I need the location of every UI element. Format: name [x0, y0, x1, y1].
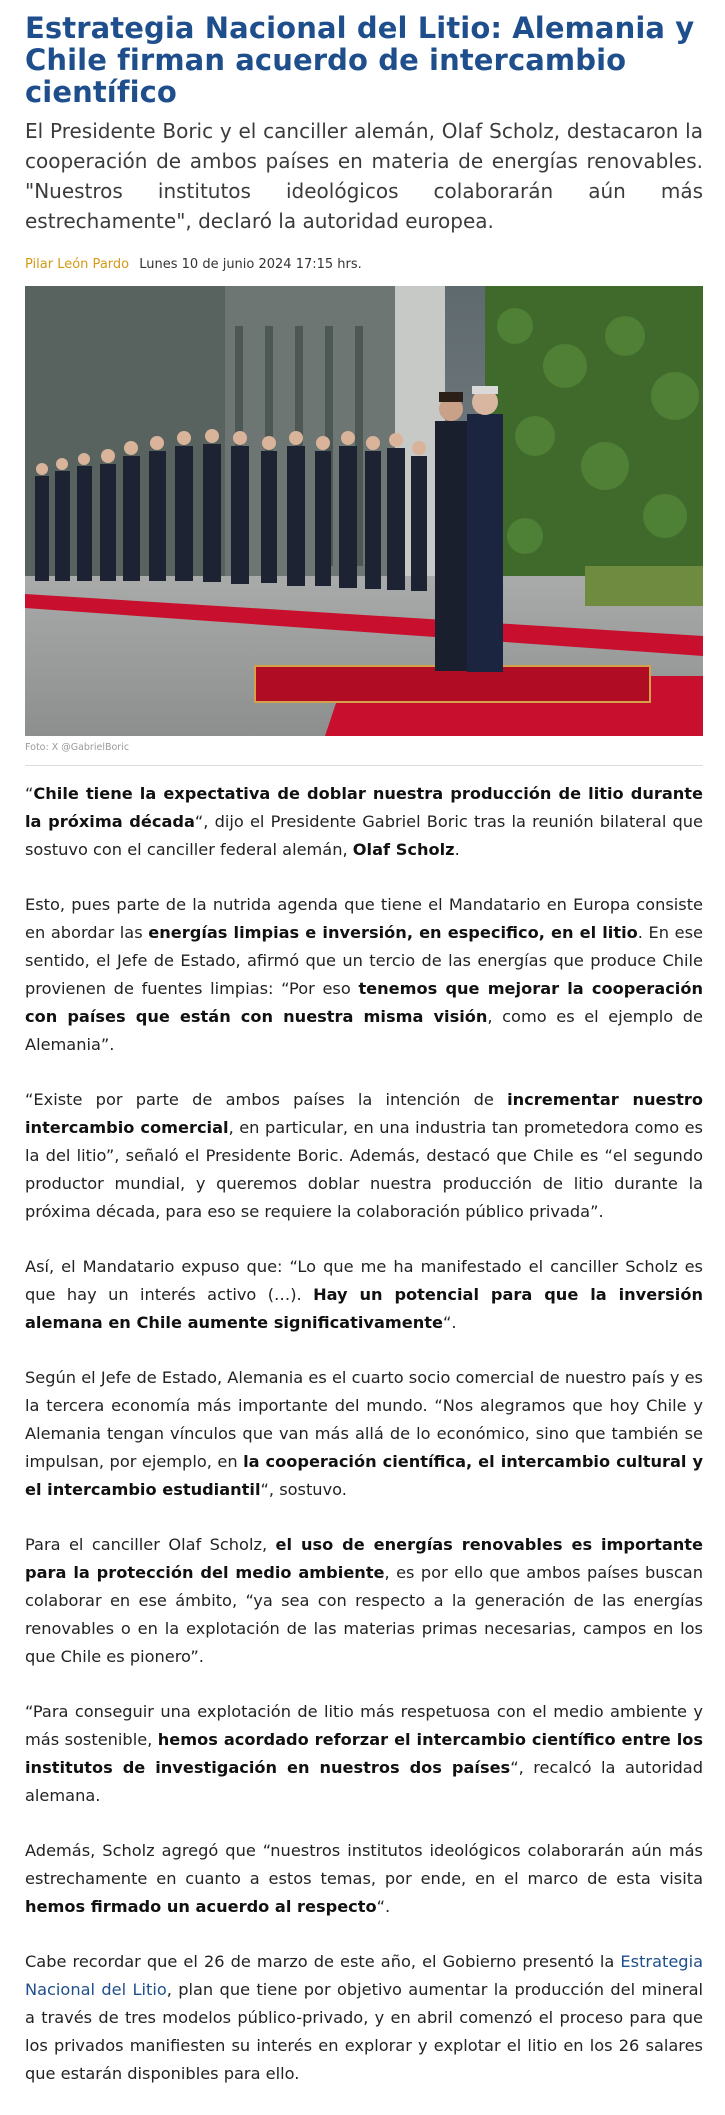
text: “ — [25, 784, 34, 803]
article-title: Estrategia Nacional del Litio: Alemania y Chile firman acuerdo de intercambio científico — [25, 11, 695, 109]
text: “Existe por parte de ambos países la intención de — [25, 1090, 508, 1109]
text: , en particular, en una industria tan prometedora como es la del litio”, señaló el Presidente Boric. Además, destacó que Chile es “el segundo productor mundial, y queremos doblar nuestra producción de litio durante la próxima década, para eso se requiere la colaboración público privada”. — [25, 1118, 703, 1221]
paragraph-7 — [25, 1698, 703, 1810]
bold-text: el uso de energías renovables es importante para la protección del medio ambiente — [25, 1535, 703, 1582]
article-body — [25, 780, 703, 2088]
paragraph-1 — [25, 780, 703, 864]
paragraph-9 — [25, 1948, 703, 2088]
bold-text: Chile tiene la expectativa de doblar nuestra producción de litio durante la próxima década — [25, 784, 703, 831]
text: Según el Jefe de Estado, Alemania es el cuarto socio comercial de nuestro país y es la tercera economía más importante del mundo. “Nos alegramos que hoy Chile y Alemania tengan vínculos que van más allá de lo económico, sino que también se impulsan, por ejemplo, en — [25, 1368, 703, 1471]
paragraph-3 — [25, 1086, 703, 1226]
bold-text: Hay un potencial para que la inversión alemana en Chile aumente significativamente — [25, 1285, 703, 1332]
text: Cabe recordar que el 26 de marzo de este año, el Gobierno presentó la — [25, 1952, 621, 1971]
estrategia-litio-link[interactable]: Estrategia Nacional del Litio — [25, 1952, 703, 1999]
divider — [25, 765, 703, 766]
text: , como es el ejemplo de Alemania”. — [25, 1007, 703, 1054]
text: Esto, pues parte de la nutrida agenda que tiene el Mandatario en Europa consiste en abordar las — [25, 895, 703, 942]
text: Así, el Mandatario expuso que: “Lo que me ha manifestado el canciller Scholz es que hay un interés activo (…). — [25, 1257, 703, 1304]
article-photo — [25, 286, 703, 736]
text: Para el canciller Olaf Scholz, — [25, 1535, 276, 1554]
text: . — [454, 840, 460, 859]
bold-text: la cooperación científica, el intercambio cultural y el intercambio estudiantil — [25, 1452, 703, 1499]
text: “. — [376, 1897, 391, 1916]
text: , es por ello que ambos países buscan colaborar en ese ámbito, “ya sea con respecto a la generación de las energías renovables o en la explotación de las materias primas necesarias, campos en los que Chile es pionero”. — [25, 1563, 703, 1666]
text: “, recalcó la autoridad alemana. — [25, 1758, 703, 1805]
article — [25, 0, 703, 2115]
paragraph-4 — [25, 1253, 703, 1337]
bold-text: hemos acordado reforzar el intercambio científico entre los institutos de investigación en nuestros dos países — [25, 1730, 704, 1777]
bold-text: incrementar nuestro intercambio comercial — [25, 1090, 703, 1137]
paragraph-5 — [25, 1364, 703, 1504]
publish-date: Lunes 10 de junio 2024 17:15 hrs. — [139, 257, 362, 272]
paragraph-2 — [25, 891, 703, 1059]
photo-caption: Foto: X @GabrielBoric — [25, 742, 130, 753]
text: Además, Scholz agregó que “nuestros institutos ideológicos colaborarán aún más estrechamente en cuanto a estos temas, por ende, en el marco de esta visita — [25, 1841, 703, 1888]
byline — [25, 256, 703, 274]
article-lead: El Presidente Boric y el canciller alemán, Olaf Scholz, destacaron la cooperación de ambos países en materia de energías renovables. "Nuestros institutos ideológicos colaborarán aún más estrechamente", declaró la autoridad europea. — [25, 119, 703, 233]
text: . En ese sentido, el Jefe de Estado, afirmó que un tercio de las energías que produce Chile provienen de fuentes limpias: “Por eso — [25, 923, 703, 998]
paragraph-8 — [25, 1837, 703, 1921]
bold-text: energías limpias e inversión, en especifico, en el litio — [148, 923, 638, 942]
text: , plan que tiene por objetivo aumentar la producción del mineral a través de tres modelos público-privado, y en abril comenzó el proceso para que los privados manifiesten su interés en explorar y explotar el litio en los 26 salares que estarán disponibles para ello. — [25, 1980, 704, 2083]
bold-text: hemos firmado un acuerdo al respecto — [25, 1897, 377, 1916]
text: “, sostuvo. — [260, 1480, 347, 1499]
text: “. — [442, 1313, 457, 1332]
author-name[interactable]: Pilar León Pardo — [25, 257, 130, 272]
text: “, dijo el Presidente Gabriel Boric tras la reunión bilateral que sostuvo con el canciller federal alemán, — [25, 812, 704, 859]
bold-text: Olaf Scholz — [352, 840, 455, 859]
bold-text: tenemos que mejorar la cooperación con países que están con nuestra misma visión — [25, 979, 703, 1026]
paragraph-6 — [25, 1531, 703, 1671]
text: “Para conseguir una explotación de litio más respetuosa con el medio ambiente y más sostenible, — [25, 1702, 703, 1749]
